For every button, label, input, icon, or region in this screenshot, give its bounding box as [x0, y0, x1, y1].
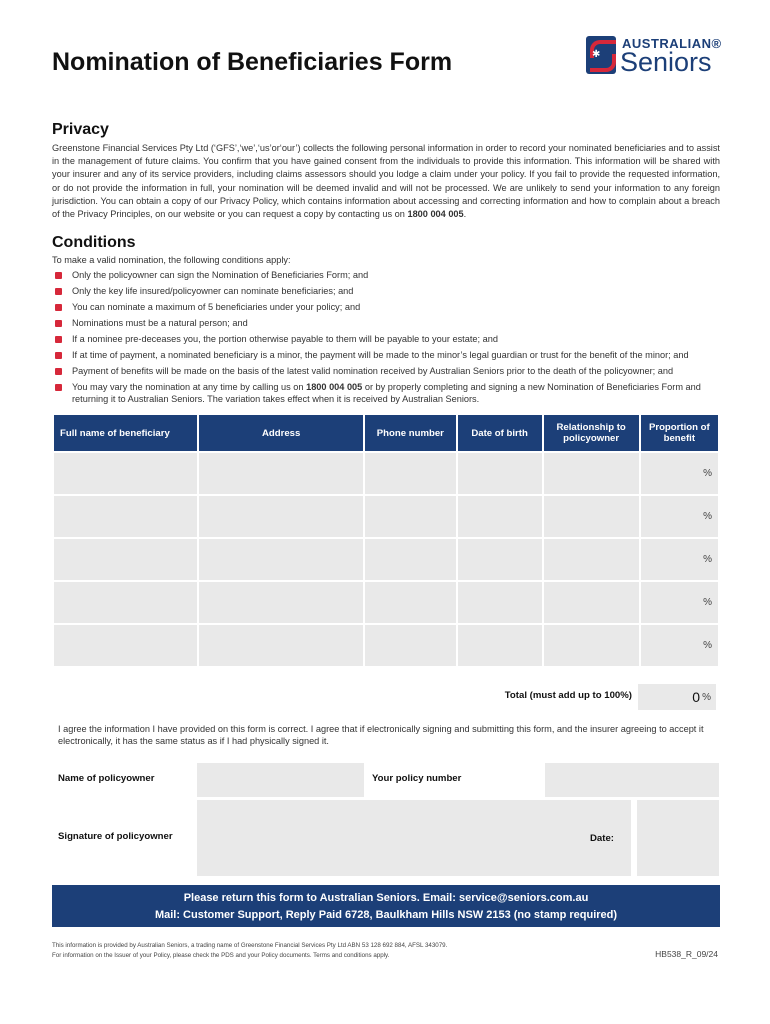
beneficiary-relationship-field[interactable] — [544, 625, 639, 666]
bullet-icon — [55, 288, 62, 295]
conditions-list — [52, 269, 720, 409]
policy-number-field[interactable] — [545, 763, 719, 797]
logo-text-bottom: Seniors — [620, 47, 712, 77]
beneficiary-dob-field[interactable] — [458, 582, 542, 623]
condition-item: Only the policyowner can sign the Nomination of Beneficiaries Form; and — [52, 269, 720, 281]
condition-item: If at time of payment, a nominated beneficiary is a minor, the payment will be made to the minor’s legal guardian or trust for the benefit of the minor; and — [52, 349, 720, 361]
total-value: 0 — [692, 689, 700, 705]
beneficiary-dob-field[interactable] — [458, 539, 542, 580]
return-email-line: Please return this form to Australian Seniors. Email: service@seniors.com.au — [183, 892, 589, 904]
conditions-heading: Conditions — [52, 234, 136, 251]
col-header-proportion: Proportion of benefit — [641, 415, 718, 451]
date-field[interactable] — [637, 800, 719, 876]
policy-number-label: Your policy number — [372, 773, 462, 784]
total-row — [52, 682, 720, 712]
beneficiary-phone-field[interactable] — [365, 539, 455, 580]
privacy-heading: Privacy — [52, 121, 109, 138]
beneficiary-proportion-field[interactable]: % — [641, 582, 718, 623]
footer-disclaimer — [52, 941, 447, 960]
policyowner-name-field[interactable] — [197, 763, 364, 797]
beneficiary-phone-field[interactable] — [365, 496, 455, 537]
beneficiary-proportion-field[interactable]: % — [641, 539, 718, 580]
beneficiary-dob-field[interactable] — [458, 496, 542, 537]
col-header-name: Full name of beneficiary — [54, 415, 197, 451]
beneficiary-relationship-field[interactable] — [544, 582, 639, 623]
beneficiary-address-field[interactable] — [199, 625, 363, 666]
total-label: Total (must add up to 100%) — [504, 690, 632, 701]
beneficiary-phone-field[interactable] — [365, 625, 455, 666]
beneficiary-proportion-field[interactable]: % — [641, 496, 718, 537]
table-row — [54, 453, 718, 494]
seniors-logo-icon: ✱ — [586, 36, 616, 74]
bullet-icon — [55, 352, 62, 359]
beneficiary-relationship-field[interactable] — [544, 496, 639, 537]
bullet-icon — [55, 320, 62, 327]
beneficiary-proportion-field[interactable]: % — [641, 625, 718, 666]
footer-line-1: This information is provided by Australian Seniors, a trading name of Greenstone Financial Services Pty Ltd ABN 53 128 692 884, AFSL 343079. — [52, 942, 448, 949]
beneficiary-address-field[interactable] — [199, 453, 363, 494]
privacy-end: . — [463, 209, 467, 220]
privacy-phone: 1800 004 005 — [407, 209, 464, 220]
beneficiary-name-field[interactable] — [54, 496, 197, 537]
bullet-icon — [55, 304, 62, 311]
total-value-field — [638, 684, 716, 710]
form-code: HB538_R_09/24 — [655, 949, 718, 959]
beneficiary-phone-field[interactable] — [365, 453, 455, 494]
privacy-body: Greenstone Financial Services Pty Ltd (‘GFS’,‘we’,‘us’or‘our’) collects the following personal information in order to record your nominated beneficiaries and to assist in the management of future claims. You confirm that you have gained consent from the individuals to provide this information. This information will be shared with your insurer and any of its service providers, including claims assessors should you lodge a claim under your policy. If you fail to provide the requested information, or do not provide the information in full, your nomination will be deemed invalid and will not be processed. We are unlikely to send your information to any foreign jurisdiction. You can obtain a copy of our Privacy Policy, which contains information about accessing and correcting information and how to complain about a breach of the Privacy Principles, on our website or you can request a copy by contacting us on — [52, 143, 720, 220]
privacy-text — [52, 142, 720, 221]
return-mail-line: Mail: Customer Support, Reply Paid 6728, Baulkham Hills NSW 2153 (no stamp required) — [154, 909, 618, 921]
col-header-relationship: Relationship to policyowner — [544, 415, 639, 451]
condition-item: Only the key life insured/policyowner can nominate beneficiaries; and — [52, 285, 720, 297]
beneficiary-address-field[interactable] — [199, 496, 363, 537]
beneficiary-name-field[interactable] — [54, 582, 197, 623]
condition-item: Nominations must be a natural person; and — [52, 317, 720, 329]
table-row — [54, 539, 718, 580]
beneficiary-name-field[interactable] — [54, 625, 197, 666]
bullet-icon — [55, 336, 62, 343]
table-row — [54, 625, 718, 666]
col-header-address: Address — [199, 415, 363, 451]
return-instructions-banner — [52, 885, 720, 927]
condition-item: If a nominee pre-deceases you, the portion otherwise payable to them will be payable to your estate; and — [52, 333, 720, 345]
condition-item: You may vary the nomination at any time by calling us on 1800 004 005 or by properly completing and signing a new Nomination of Beneficiaries Form and returning it to Australian Seniors. The variation takes effect when it is received by Australian Seniors. — [52, 381, 720, 405]
bullet-icon — [55, 272, 62, 279]
beneficiary-name-field[interactable] — [54, 539, 197, 580]
policyowner-name-label: Name of policyowner — [58, 773, 155, 784]
beneficiaries-table — [52, 413, 720, 668]
beneficiary-address-field[interactable] — [199, 539, 363, 580]
col-header-dob: Date of birth — [458, 415, 542, 451]
condition-item: Payment of benefits will be made on the basis of the latest valid nomination received by Australian Seniors prior to the death of the policyowner; and — [52, 365, 720, 377]
beneficiary-dob-field[interactable] — [458, 625, 542, 666]
beneficiary-relationship-field[interactable] — [544, 539, 639, 580]
signature-label: Signature of policyowner — [58, 831, 173, 842]
beneficiary-address-field[interactable] — [199, 582, 363, 623]
table-row — [54, 496, 718, 537]
total-percent-sign: % — [702, 692, 711, 703]
beneficiary-relationship-field[interactable] — [544, 453, 639, 494]
beneficiary-name-field[interactable] — [54, 453, 197, 494]
signature-field[interactable] — [197, 800, 631, 876]
beneficiary-phone-field[interactable] — [365, 582, 455, 623]
australian-seniors-logo — [586, 34, 720, 78]
agreement-text: I agree the information I have provided on this form is correct. I agree that if electronically signing and submitting this form, and the insurer agreeing to accept it electronically, it has the same status as if I had physically signed it. — [58, 724, 704, 746]
beneficiary-dob-field[interactable] — [458, 453, 542, 494]
footer-line-2: For information on the Issuer of your Policy, please check the PDS and your Policy documents. Terms and conditions apply. — [52, 951, 390, 959]
beneficiary-proportion-field[interactable]: % — [641, 453, 718, 494]
conditions-intro: To make a valid nomination, the following conditions apply: — [52, 255, 291, 265]
logo-text-top: AUSTRALIAN® — [622, 36, 722, 51]
col-header-phone: Phone number — [365, 415, 455, 451]
bullet-icon — [55, 384, 62, 391]
table-row — [54, 582, 718, 623]
bullet-icon — [55, 368, 62, 375]
date-label: Date: — [590, 833, 614, 844]
condition-item: You can nominate a maximum of 5 beneficiaries under your policy; and — [52, 301, 720, 313]
page-title: Nomination of Beneficiaries Form — [52, 48, 453, 76]
